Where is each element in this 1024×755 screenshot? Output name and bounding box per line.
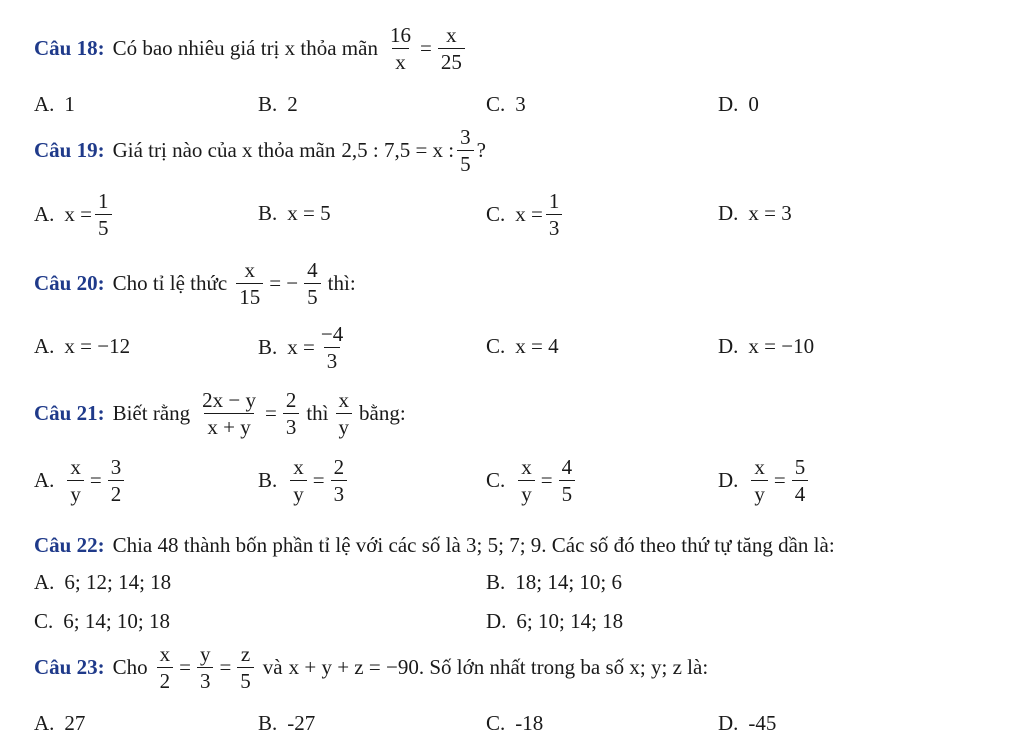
fraction <box>283 387 300 440</box>
numerator: 4 <box>561 455 573 479</box>
option-letter: C. <box>486 468 506 492</box>
option-b <box>258 201 331 226</box>
option-b <box>486 570 622 595</box>
option-letter: C. <box>34 609 54 633</box>
numerator: z <box>240 642 251 666</box>
option-c <box>486 454 578 507</box>
numerator: x <box>70 455 81 479</box>
fraction <box>336 387 353 440</box>
fraction <box>331 454 348 507</box>
denominator: 5 <box>237 667 254 694</box>
option-b <box>258 454 350 507</box>
fraction <box>67 454 84 507</box>
equals-sign: = <box>540 468 553 492</box>
option-text: x = −12 <box>64 334 131 358</box>
option-letter: D. <box>718 334 739 358</box>
equals-sign: = <box>419 36 432 60</box>
option-letter: D. <box>486 609 507 633</box>
numerator: x <box>159 642 171 666</box>
denominator: y <box>290 480 307 507</box>
option-a <box>34 188 115 241</box>
option-letter: B. <box>258 92 278 116</box>
question-end: ? <box>476 138 486 162</box>
option-text: x = 4 <box>515 334 559 358</box>
denominator: 2 <box>157 667 174 694</box>
question-label: Câu 21: <box>34 401 105 425</box>
option-d <box>718 711 776 736</box>
denominator: 3 <box>324 347 341 374</box>
numerator: 1 <box>548 189 560 213</box>
option-text: 1 <box>64 92 75 116</box>
denominator: 3 <box>546 214 563 241</box>
option-d <box>718 92 759 117</box>
fraction <box>157 641 174 694</box>
equals-sign: = <box>179 655 191 679</box>
question-text: Biết rằng <box>112 401 191 425</box>
option-a <box>34 711 85 736</box>
question-text: Cho tỉ lệ thức <box>112 271 228 295</box>
numerator: 2x − y <box>202 388 256 412</box>
option-letter: C. <box>486 711 506 735</box>
option-letter: B. <box>258 201 278 225</box>
equals-sign: = <box>312 468 325 492</box>
numerator: x <box>754 455 765 479</box>
option-text: 18; 14; 10; 6 <box>515 570 623 594</box>
question-end: thì: <box>327 271 356 295</box>
option-text: -45 <box>748 711 777 735</box>
option-b <box>258 92 298 117</box>
fraction <box>318 321 346 374</box>
option-prefix: x = <box>64 202 93 226</box>
denominator: 3 <box>283 413 300 440</box>
denominator: x <box>392 48 409 75</box>
option-text: 3 <box>515 92 526 116</box>
denominator: 3 <box>197 667 214 694</box>
option-letter: A. <box>34 711 55 735</box>
fraction <box>457 124 474 177</box>
equals-sign: = − <box>269 271 299 295</box>
numerator: 2 <box>285 388 297 412</box>
fraction <box>546 188 563 241</box>
option-letter: B. <box>258 335 278 359</box>
denominator: 5 <box>559 480 576 507</box>
option-letter: A. <box>34 92 55 116</box>
question-label: Câu 20: <box>34 271 105 295</box>
question-20 <box>34 257 356 310</box>
option-prefix: x = <box>515 202 543 226</box>
option-letter: A. <box>34 570 55 594</box>
expression: x + y + z = −90 <box>288 655 419 679</box>
option-c <box>34 609 170 634</box>
question-19 <box>34 124 486 177</box>
equals-sign: = <box>219 655 232 679</box>
question-mid: thì <box>306 401 329 425</box>
question-end: bằng: <box>359 401 406 425</box>
numerator: 3 <box>110 455 122 479</box>
question-label: Câu 23: <box>34 655 105 679</box>
equals-sign: = <box>89 468 102 492</box>
question-mid: và <box>262 655 283 679</box>
option-text: 2 <box>287 92 298 116</box>
option-letter: D. <box>718 711 739 735</box>
numerator: 4 <box>307 258 318 282</box>
numerator: 2 <box>333 455 345 479</box>
option-d <box>718 201 792 226</box>
fraction <box>237 641 254 694</box>
option-letter: A. <box>34 202 55 226</box>
denominator: y <box>751 480 768 507</box>
equals-sign: = <box>265 401 277 425</box>
option-letter: D. <box>718 201 739 225</box>
option-letter: B. <box>258 711 278 735</box>
question-end: . Số lớn nhất trong ba số x; y; z là: <box>418 655 709 679</box>
denominator: 25 <box>438 48 465 75</box>
option-b <box>258 711 315 736</box>
fraction <box>559 454 576 507</box>
option-letter: D. <box>718 92 739 116</box>
option-letter: B. <box>258 468 278 492</box>
denominator: y <box>67 480 84 507</box>
option-prefix: x = <box>287 335 315 359</box>
question-text: Cho <box>112 655 148 679</box>
option-letter: A. <box>34 468 55 492</box>
numerator: 16 <box>389 23 411 47</box>
option-letter: C. <box>486 92 506 116</box>
denominator: 5 <box>457 150 474 177</box>
option-c <box>486 92 526 117</box>
fraction <box>518 454 535 507</box>
option-letter: C. <box>486 334 506 358</box>
denominator: 3 <box>331 480 348 507</box>
option-d <box>486 609 623 634</box>
numerator: x <box>521 455 532 479</box>
denominator: 5 <box>304 283 321 310</box>
question-18 <box>34 22 468 75</box>
option-letter: C. <box>486 202 506 226</box>
fraction <box>236 257 263 310</box>
question-label: Câu 19: <box>34 138 105 162</box>
numerator: x <box>338 388 350 412</box>
option-text: x = −10 <box>748 334 815 358</box>
option-text: -27 <box>287 711 316 735</box>
expression: 2,5 : 7,5 = x : <box>341 138 455 162</box>
option-text: x = 5 <box>287 201 331 225</box>
fraction <box>197 641 214 694</box>
fraction <box>438 22 465 75</box>
numerator: x <box>244 258 255 282</box>
option-a <box>34 454 127 507</box>
option-d <box>718 454 811 507</box>
fraction <box>751 454 768 507</box>
option-text: 6; 10; 14; 18 <box>516 609 624 633</box>
option-a <box>34 570 171 595</box>
numerator: 1 <box>98 189 109 213</box>
option-text: 6; 12; 14; 18 <box>64 570 172 594</box>
option-d <box>718 334 814 359</box>
option-c <box>486 334 559 359</box>
equals-sign: = <box>773 468 786 492</box>
fraction <box>108 454 125 507</box>
fraction <box>290 454 307 507</box>
denominator: x + y <box>204 413 253 440</box>
numerator: 3 <box>460 125 471 149</box>
denominator: 15 <box>236 283 263 310</box>
question-21 <box>34 387 406 440</box>
question-text: Có bao nhiêu giá trị x thỏa mãn <box>112 36 378 60</box>
numerator: x <box>293 455 304 479</box>
denominator: y <box>336 413 353 440</box>
fraction <box>792 454 809 507</box>
option-a <box>34 92 75 117</box>
question-text: Giá trị nào của x thỏa mãn <box>112 138 336 162</box>
denominator: 5 <box>95 214 112 241</box>
option-b <box>258 321 349 374</box>
option-c <box>486 188 565 241</box>
option-text: x = 3 <box>748 201 792 225</box>
fraction <box>95 188 112 241</box>
fraction <box>304 257 321 310</box>
question-22 <box>34 533 841 558</box>
option-letter: D. <box>718 468 739 492</box>
option-c <box>486 711 543 736</box>
denominator: 4 <box>792 480 809 507</box>
numerator: 5 <box>794 455 806 479</box>
question-text: Chia 48 thành bốn phần tỉ lệ với các số là 3; 5; 7; 9. Các số đó theo thứ tự tăng dần là: <box>112 533 835 557</box>
option-text: 0 <box>748 92 759 116</box>
option-text: 6; 14; 10; 18 <box>63 609 171 633</box>
numerator: x <box>446 23 457 47</box>
denominator: y <box>518 480 535 507</box>
denominator: 2 <box>108 480 125 507</box>
numerator: −4 <box>320 322 344 346</box>
fraction <box>387 22 414 75</box>
numerator: y <box>199 642 211 666</box>
option-letter: A. <box>34 334 55 358</box>
option-text: 27 <box>64 711 86 735</box>
fraction <box>199 387 259 440</box>
option-a <box>34 334 130 359</box>
question-23 <box>34 641 708 694</box>
option-text: -18 <box>515 711 544 735</box>
option-letter: B. <box>486 570 506 594</box>
question-label: Câu 22: <box>34 533 105 557</box>
question-label: Câu 18: <box>34 36 105 60</box>
